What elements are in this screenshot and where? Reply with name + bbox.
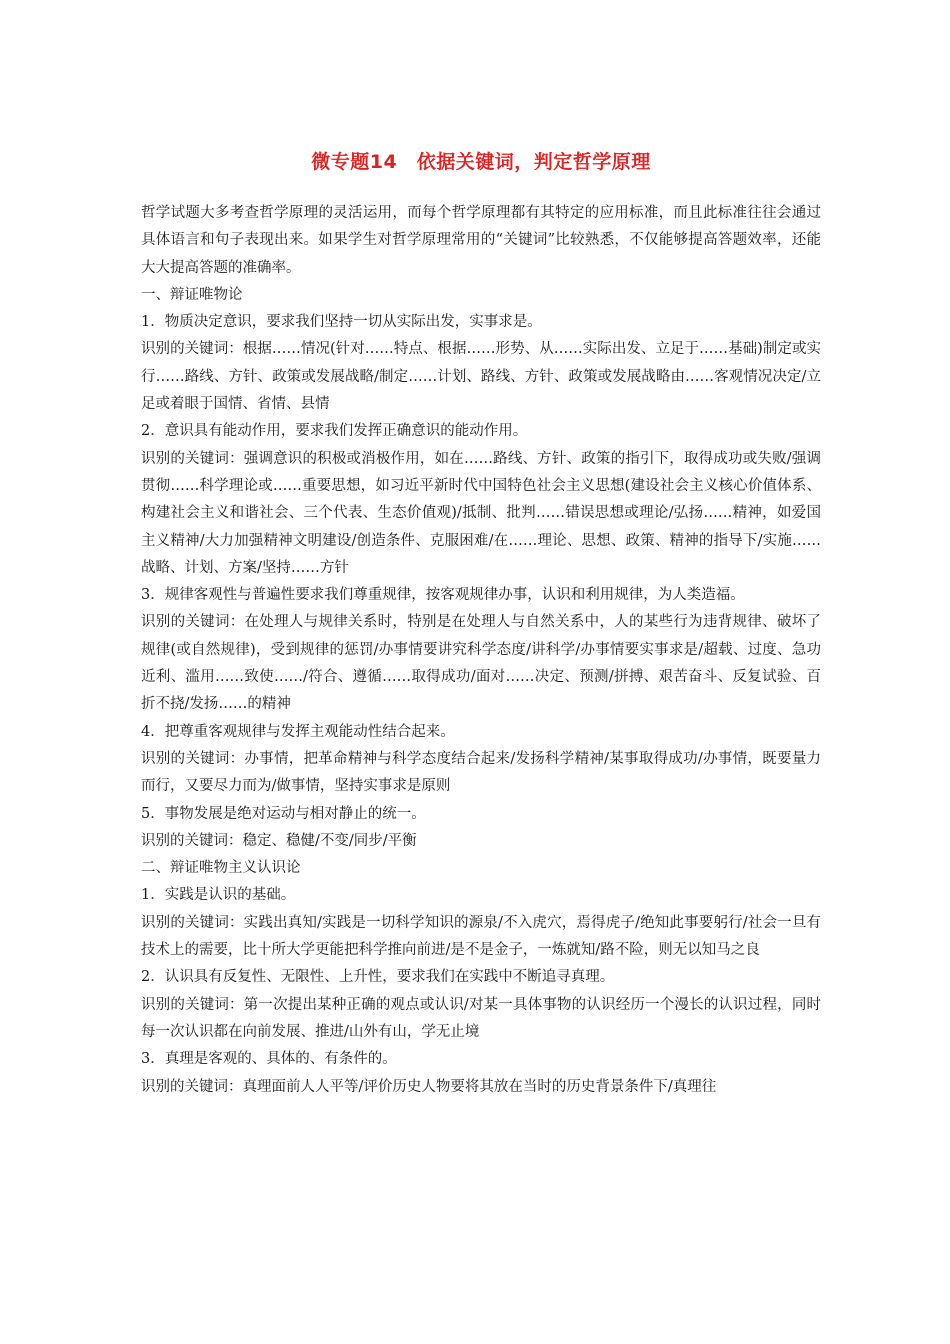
- keyword-paragraph: 识别的关键词：实践出真知/实践是一切科学知识的源泉/不入虎穴，焉得虎子/绝知此事要躬行/社会一旦有技术上的需要，比十所大学更能把科学推向前进/是不是金子，一炼就知/路不险，则无以知马之良: [141, 914, 821, 959]
- principle-heading: 3．真理是客观的、具体的、有条件的。: [141, 1051, 397, 1068]
- keyword-paragraph: 识别的关键词：稳定、稳健/不变/同步/平衡: [141, 832, 417, 849]
- document-body: [141, 200, 821, 1101]
- principle-heading: 2．意识具有能动作用，要求我们发挥正确意识的能动作用。: [141, 423, 528, 440]
- principle-heading: 4．把尊重客观规律与发挥主观能动性结合起来。: [141, 723, 455, 740]
- keyword-paragraph: 识别的关键词：强调意识的积极或消极作用，如在……路线、方针、政策的指引下，取得成功或失败/强调贯彻……科学理论或……重要思想，如习近平新时代中国特色社会主义思想(建设社会主义核心价值体系、构建社会主义和谐社会、三个代表、生态价值观)/抵制、批判……错误思想或理论/弘扬……精神，如爱国主义精神/大力加强精神文明建设/创造条件、克服困难/在……理论、思想、政策、精神的指导下/实施……战略、计划、方案/坚持……方针: [141, 450, 821, 576]
- keyword-paragraph: 识别的关键词：第一次提出某种正确的观点或认识/对某一具体事物的认识经历一个漫长的认识过程，同时每一次认识都在向前发展、推进/山外有山，学无止境: [141, 996, 821, 1040]
- principle-heading: 5．事物发展是绝对运动与相对静止的统一。: [141, 805, 426, 822]
- principle-heading: 2．认识具有反复性、无限性、上升性，要求我们在实践中不断追寻真理。: [141, 969, 615, 986]
- intro-paragraph: 哲学试题大多考查哲学原理的灵活运用，而每个哲学原理都有其特定的应用标准，而且此标准往往会通过具体语言和句子表现出来。如果学生对哲学原理常用的“关键词”比较熟悉，不仅能够提高答题效率，还能大大提高答题的准确率。: [141, 205, 821, 276]
- keyword-paragraph: 识别的关键词：真理面前人人平等/评价历史人物要将其放在当时的历史背景条件下/真理往: [141, 1078, 717, 1095]
- section-heading: 二、辩证唯物主义认识论: [141, 860, 301, 877]
- principle-heading: 1．物质决定意识，要求我们坚持一切从实际出发，实事求是。: [141, 314, 542, 331]
- keyword-paragraph: 识别的关键词：根据……情况(针对……特点、根据……形势、从……实际出发、立足于……基础)制定或实行……路线、方针、政策或发展战略/制定……计划、路线、方针、政策或发展战略由……客观情况决定/立足或着眼于国情、省情、县情: [141, 341, 821, 413]
- document-title: 微专题14 依据关键词，判定哲学原理: [311, 151, 651, 173]
- keyword-paragraph: 识别的关键词：在处理人与规律关系时，特别是在处理人与自然关系中，人的某些行为违背规律、破坏了规律(或自然规律)，受到规律的惩罚/办事情要讲究科学态度/讲科学/办事情要实事求是/超载、过度、急功近利、滥用……致使……/符合、遵循……取得成功/面对……决定、预测/拼搏、艰苦奋斗、反复试验、百折不挠/发扬……的精神: [141, 614, 821, 713]
- keyword-paragraph: 识别的关键词：办事情，把革命精神与科学态度结合起来/发扬科学精神/某事取得成功/办事情，既要量力而行，又要尽力而为/做事情，坚持实事求是原则: [141, 750, 821, 795]
- document-page: [141, 0, 821, 1101]
- principle-heading: 1．实践是认识的基础。: [141, 887, 296, 904]
- section-heading: 一、辩证唯物论: [141, 286, 243, 303]
- principle-heading: 3．规律客观性与普遍性要求我们尊重规律，按客观规律办事，认识和利用规律，为人类造福。: [141, 587, 745, 604]
